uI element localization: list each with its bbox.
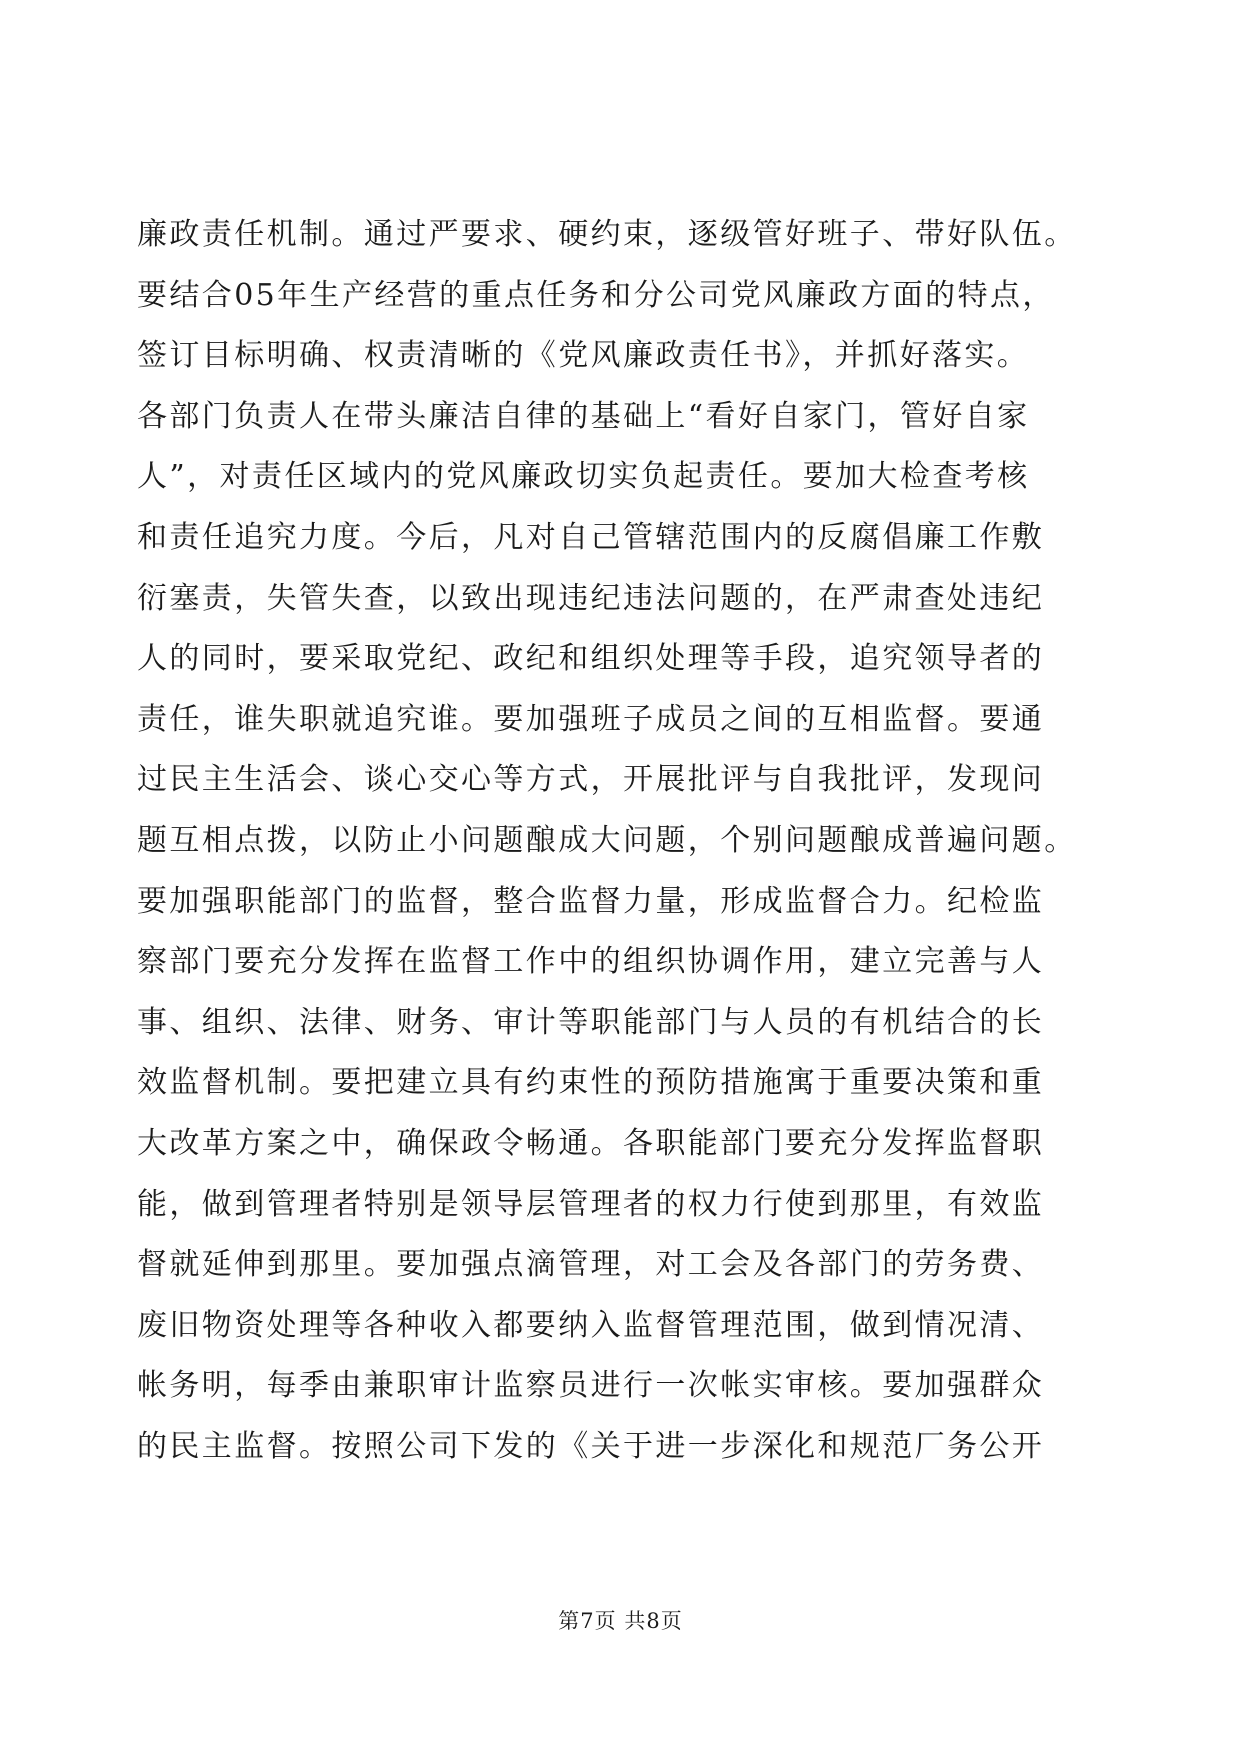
page-footer <box>0 1607 1241 1635</box>
text-line: 签订目标明确、权责清晰的《党风廉政责任书》，并抓好落实。 <box>137 338 1030 374</box>
text-line: 和责任追究力度。今后，凡对自己管辖范围内的反腐倡廉工作敷 <box>137 519 1045 555</box>
text-line: 题互相点拨，以防止小问题酿成大问题，个别问题酿成普遍问题。 <box>137 822 1077 858</box>
text-line: 各部门负责人在带头廉洁自律的基础上“看好自家门，管好自家 <box>137 398 1030 434</box>
text-line: 廉政责任机制。通过严要求、硬约束，逐级管好班子、带好队伍。 <box>137 217 1077 252</box>
body-text <box>137 205 1107 1477</box>
text-line: 能，做到管理者特别是领导层管理者的权力行使到那里，有效监 <box>137 1186 1045 1222</box>
text-line: 衍塞责，失管失查，以致出现违纪违法问题的，在严肃查处违纪 <box>137 580 1045 616</box>
text-line: 要结合05年生产经营的重点任务和分公司党风廉政方面的特点， <box>137 277 1055 313</box>
page-number: 第7页 共8页 <box>558 1609 683 1633</box>
text-line: 人的同时，要采取党纪、政纪和组织处理等手段，追究领导者的 <box>137 641 1045 677</box>
text-line: 效监督机制。要把建立具有约束性的预防措施寓于重要决策和重 <box>137 1065 1045 1101</box>
text-line: 大改革方案之中，确保政令畅通。各职能部门要充分发挥监督职 <box>137 1125 1045 1161</box>
text-line: 察部门要充分发挥在监督工作中的组织协调作用，建立完善与人 <box>137 944 1045 980</box>
text-line: 废旧物资处理等各种收入都要纳入监督管理范围，做到情况清、 <box>137 1307 1045 1343</box>
text-line: 人”，对责任区域内的党风廉政切实负起责任。要加大检查考核 <box>137 459 1030 495</box>
text-line: 督就延伸到那里。要加强点滴管理，对工会及各部门的劳务费、 <box>137 1247 1045 1283</box>
text-line: 帐务明，每季由兼职审计监察员进行一次帐实审核。要加强群众 <box>137 1368 1045 1404</box>
text-line: 过民主生活会、谈心交心等方式，开展批评与自我批评，发现问 <box>137 762 1045 798</box>
text-line: 的民主监督。按照公司下发的《关于进一步深化和规范厂务公开 <box>137 1428 1045 1464</box>
text-line: 事、组织、法律、财务、审计等职能部门与人员的有机结合的长 <box>137 1004 1045 1040</box>
text-line: 要加强职能部门的监督，整合监督力量，形成监督合力。纪检监 <box>137 883 1045 919</box>
text-line: 责任，谁失职就追究谁。要加强班子成员之间的互相监督。要通 <box>137 701 1045 737</box>
